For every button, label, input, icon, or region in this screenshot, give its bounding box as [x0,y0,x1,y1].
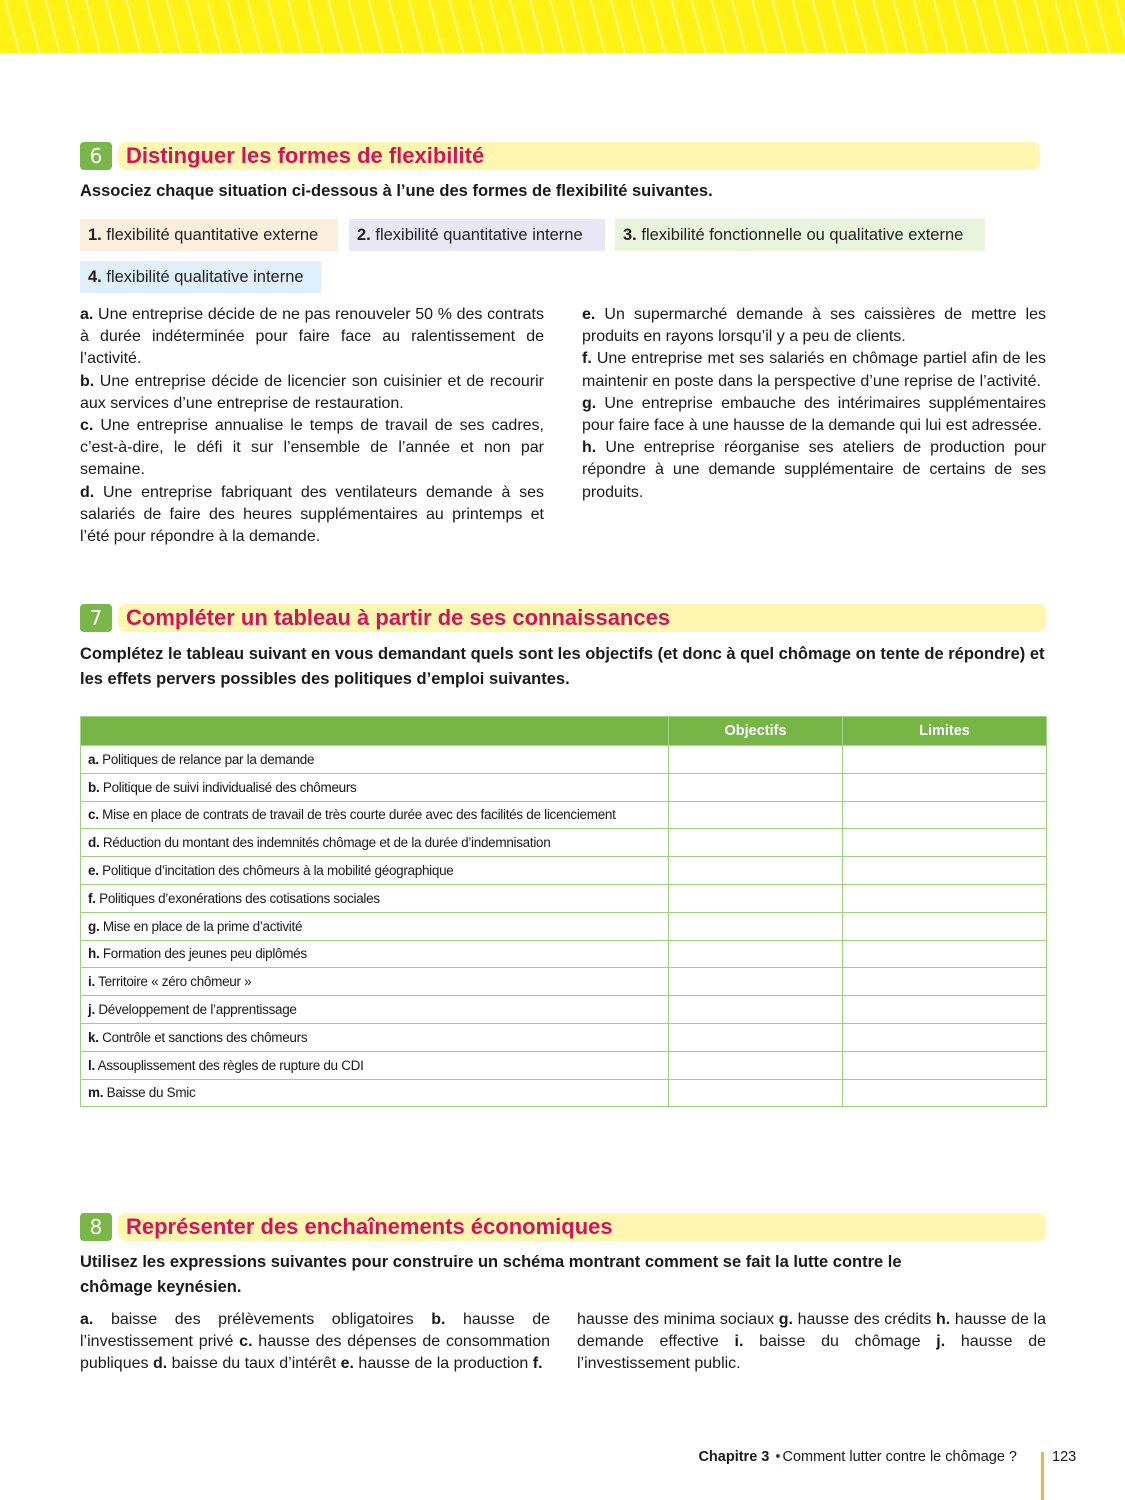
policy-cell: j. Développement de l’apprentissage [81,996,669,1024]
exercise-instruction: Complétez le tableau suivant en vous demandant quels sont les objectifs (et donc à quel chômage on tente de répondre) et les effets pervers possibles des politiques d’emploi suivantes. [80,645,1045,688]
exercise-number-badge: 8 [80,1213,112,1241]
table-row [81,968,1047,996]
form-label: flexibilité quantitative externe [106,226,319,244]
table-row [81,1079,1047,1107]
limites-cell[interactable] [843,773,1047,801]
policy-cell: h. Formation des jeunes peu diplômés [81,940,669,968]
situations-left-column [80,304,544,548]
header-objectifs: Objectifs [669,717,843,746]
policy-cell: e. Politique d’incitation des chômeurs à la mobilité géographique [81,857,669,885]
limites-cell[interactable] [843,884,1047,912]
objectifs-cell[interactable] [669,1051,843,1079]
form-number: 1. [88,226,102,244]
page-number: 123 [1052,1449,1077,1465]
table-row [81,996,1047,1024]
limites-cell[interactable] [843,1079,1047,1107]
table-row [81,829,1047,857]
limites-cell[interactable] [843,912,1047,940]
table-row [81,801,1047,829]
header-policy [81,717,669,746]
objectifs-cell[interactable] [669,940,843,968]
table-header-row [81,717,1047,746]
situation-item: h. Une entreprise réorganise ses ateliers de production pour répondre à une demande supplémentaire de certains de ses produits. [582,439,1047,501]
expressions-right-column: hausse des minima sociaux g. hausse des crédits h. hausse de la demande effective i. baisse du chômage j. hausse de l’investissement public. [577,1311,1047,1373]
form-label: flexibilité quantitative interne [375,226,583,244]
objectifs-cell[interactable] [669,912,843,940]
situation-item: a. Une entreprise décide de ne pas renouveler 50 % des contrats à durée indéterminée pour faire face au ralentissement de l’activité. [80,306,545,368]
situation-item: f. Une entreprise met ses salariés en chômage partiel afin de les maintenir en poste dans la perspective d’une reprise de l’activité. [582,350,1046,390]
header-limites: Limites [843,717,1047,746]
table-row [81,773,1047,801]
exercise-title: Distinguer les formes de flexibilité [126,143,485,168]
table-row [81,1023,1047,1051]
situation-item: g. Une entreprise embauche des intérimaires supplémentaires pour faire face à une hausse de la demande qui lui est adressée. [582,394,1047,435]
objectifs-cell[interactable] [669,746,843,774]
exercise-title-bar [118,142,1040,170]
limites-cell[interactable] [843,801,1047,829]
exercise-8-header [80,1213,1046,1241]
objectifs-cell[interactable] [669,801,843,829]
flexibility-form-3 [615,219,985,251]
policy-cell: f. Politiques d’exonérations des cotisations sociales [81,884,669,912]
exercise-number-badge: 6 [80,142,112,170]
limites-cell[interactable] [843,746,1047,774]
flexibility-form-1 [80,219,338,251]
policy-cell: c. Mise en place de contrats de travail de très courte durée avec des facilités de licenciement [81,801,669,829]
decorative-top-band [0,0,1125,53]
policy-cell: k. Contrôle et sanctions des chômeurs [81,1023,669,1051]
separator-dot-icon: • [775,1449,781,1465]
form-number: 3. [623,226,637,244]
limites-cell[interactable] [843,968,1047,996]
exercise-title: Représenter des enchaînements économiques [126,1214,613,1239]
limites-cell[interactable] [843,829,1047,857]
footer-divider [1041,1452,1044,1500]
exercise-instruction: Associez chaque situation ci-dessous à l’une des formes de flexibilité suivantes. [80,182,713,200]
table-row [81,884,1047,912]
policy-cell: a. Politiques de relance par la demande [81,746,669,774]
chapter-label: Chapitre 3 [698,1449,770,1465]
policies-table [80,716,1047,1107]
form-number: 4. [88,268,102,286]
form-number: 2. [357,226,371,244]
policy-cell: m. Baisse du Smic [81,1079,669,1107]
objectifs-cell[interactable] [669,884,843,912]
objectifs-cell[interactable] [669,829,843,857]
policy-cell: g. Mise en place de la prime d’activité [81,912,669,940]
table-row [81,746,1047,774]
situations-right-column [582,304,1046,504]
objectifs-cell[interactable] [669,996,843,1024]
form-label: flexibilité fonctionnelle ou qualitative externe [641,226,964,244]
limites-cell[interactable] [843,1051,1047,1079]
flexibility-form-2 [349,219,605,251]
table-row [81,1051,1047,1079]
policy-cell: i. Territoire « zéro chômeur » [81,968,669,996]
limites-cell[interactable] [843,1023,1047,1051]
exercise-6-header [80,142,1040,170]
table-row [81,857,1047,885]
policy-cell: b. Politique de suivi individualisé des chômeurs [81,773,669,801]
table-row [81,940,1047,968]
objectifs-cell[interactable] [669,1079,843,1107]
situation-item: e. Un supermarché demande à ses caissières de mettre les produits en rayons lorsqu’il y a peu de clients. [582,306,1046,346]
flexibility-form-4 [80,261,321,293]
objectifs-cell[interactable] [669,773,843,801]
limites-cell[interactable] [843,857,1047,885]
exercise-number-badge: 7 [80,604,112,632]
chapter-title: Comment lutter contre le chômage ? [782,1449,1017,1465]
exercise-7-header [80,604,1046,632]
objectifs-cell[interactable] [669,968,843,996]
objectifs-cell[interactable] [669,857,843,885]
exercise-title-bar [118,604,1046,632]
limites-cell[interactable] [843,996,1047,1024]
expressions-left-column: a. baisse des prélèvements obligatoires b. hausse de l’investissement privé c. hausse des dépenses de consommation publiques d. baisse du taux d’intérêt e. hausse de la production f. [80,1311,551,1373]
limites-cell[interactable] [843,940,1047,968]
situation-item: c. Une entreprise annualise le temps de travail de ses cadres, c’est-à-dire, le défi it sur l’ensemble de l’année et non par semaine. [80,417,544,479]
exercise-title: Compléter un tableau à partir de ses connaissances [126,605,671,630]
form-label: flexibilité qualitative interne [106,268,304,286]
policy-cell: d. Réduction du montant des indemnités chômage et de la durée d’indemnisation [81,829,669,857]
table-row [81,912,1047,940]
exercise-title-bar [118,1213,1046,1241]
policy-cell: l. Assouplissement des règles de rupture du CDI [81,1051,669,1079]
page-footer-chapter [698,1449,1017,1465]
objectifs-cell[interactable] [669,1023,843,1051]
situation-item: b. Une entreprise décide de licencier son cuisinier et de recourir aux services d’une entreprise de restauration. [80,372,544,412]
situation-item: d. Une entreprise fabriquant des ventilateurs demande à ses salariés de faire des heures supplémentaires au printemps et l’été pour répondre à la demande. [80,483,544,546]
exercise-instruction: Utilisez les expressions suivantes pour construire un schéma montrant comment se fait la lutte contre le chômage keynésien. [80,1253,902,1296]
